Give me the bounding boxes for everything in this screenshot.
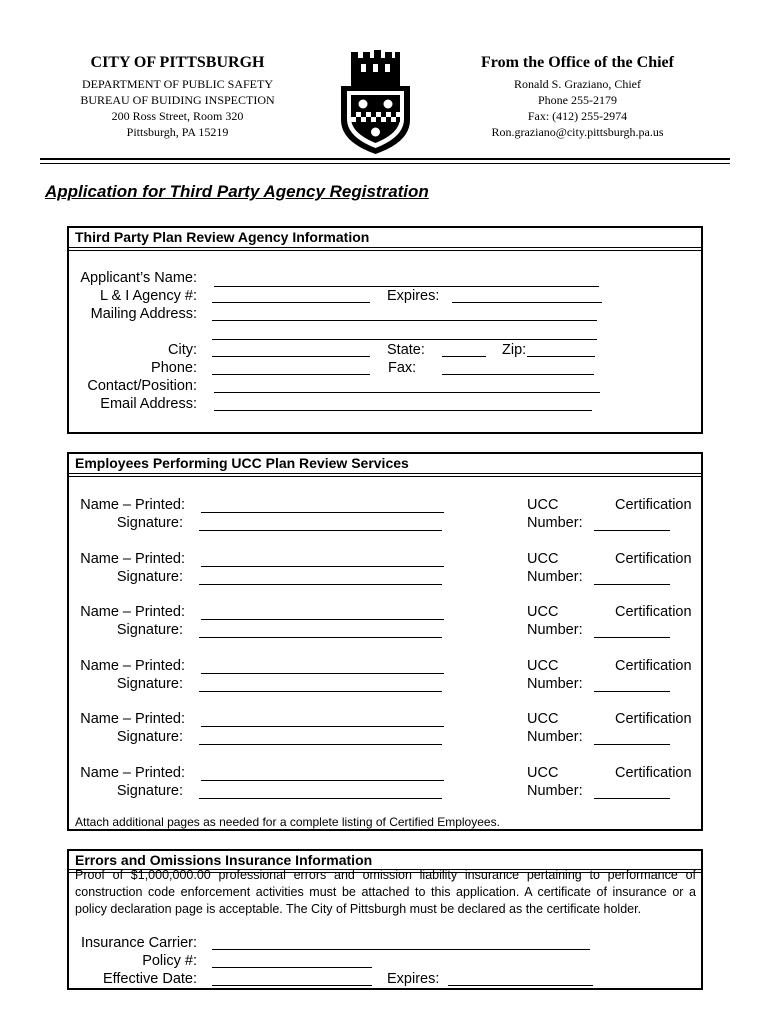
employees-note: Attach additional pages as needed for a complete listing of Certified Employees. xyxy=(75,815,500,829)
certification-number-field[interactable] xyxy=(594,584,670,585)
contact-position-label: Contact/Position: xyxy=(87,378,197,394)
certification-number-field[interactable] xyxy=(594,637,670,638)
employee-name-label: Name – Printed: xyxy=(80,765,185,781)
header-divider-thin xyxy=(40,163,730,164)
certification-label: Certification xyxy=(615,711,692,727)
phone-label: Phone: xyxy=(151,360,197,376)
certification-number-label: Number: xyxy=(527,622,583,638)
certification-number-field[interactable] xyxy=(594,691,670,692)
insurance-expires-label: Expires: xyxy=(387,971,440,987)
certification-label: Certification xyxy=(615,551,692,567)
state-field[interactable] xyxy=(442,356,486,357)
employee-name-field[interactable] xyxy=(201,780,444,781)
email-address-field[interactable] xyxy=(214,410,592,411)
agency-expires-label: Expires: xyxy=(387,288,440,304)
phone-field[interactable] xyxy=(212,374,370,375)
applicant-name-label: Applicant’s Name: xyxy=(80,270,197,286)
employee-name-label: Name – Printed: xyxy=(80,551,185,567)
street-address: 200 Ross Street, Room 320 xyxy=(111,109,244,123)
agency-expires-field[interactable] xyxy=(452,302,602,303)
employee-signature-label: Signature: xyxy=(116,676,183,692)
insurance-carrier-label: Insurance Carrier: xyxy=(80,935,197,951)
bureau: BUREAU OF BUIDING INSPECTION xyxy=(80,93,275,107)
city-seal-icon xyxy=(333,50,418,156)
agency-section-heading: Third Party Plan Review Agency Information xyxy=(69,228,701,248)
policy-number-label: Policy #: xyxy=(142,953,197,969)
letterhead-left xyxy=(60,52,295,140)
employee-signature-label: Signature: xyxy=(116,729,183,745)
certification-number-field[interactable] xyxy=(594,530,670,531)
insurance-requirements-text: Proof of $1,000,000.00 professional errors and omission liability insurance pertaining to performance of construction code enforcement activities must be attached to this application. A certificate of insurance or a policy declaration page is acceptable. The City of Pittsburgh must be declared as the certificate holder. xyxy=(75,868,696,916)
insurance-expires-field[interactable] xyxy=(448,985,593,986)
office-title: From the Office of the Chief xyxy=(481,54,674,71)
city-name: CITY OF PITTSBURGH xyxy=(90,54,265,71)
employee-signature-field[interactable] xyxy=(199,798,442,799)
insurance-carrier-field[interactable] xyxy=(212,949,590,950)
contact-position-field[interactable] xyxy=(214,392,600,393)
agency-number-field[interactable] xyxy=(212,302,370,303)
city-label: City: xyxy=(168,342,197,358)
certification-number-label: Number: xyxy=(527,676,583,692)
ucc-label: UCC xyxy=(527,765,559,781)
letterhead-right xyxy=(460,52,695,140)
employee-signature-field[interactable] xyxy=(199,584,442,585)
department: DEPARTMENT OF PUBLIC SAFETY xyxy=(82,77,273,91)
employee-signature-field[interactable] xyxy=(199,530,442,531)
city-state-zip: Pittsburgh, PA 15219 xyxy=(126,125,229,139)
chief-fax: Fax: (412) 255-2974 xyxy=(527,109,628,123)
certification-number-label: Number: xyxy=(527,729,583,745)
ucc-label: UCC xyxy=(527,604,559,620)
mailing-address-label: Mailing Address: xyxy=(90,306,197,322)
certification-number-field[interactable] xyxy=(594,798,670,799)
chief-phone: Phone 255-2179 xyxy=(538,93,617,107)
employee-name-field[interactable] xyxy=(201,726,444,727)
employee-signature-field[interactable] xyxy=(199,691,442,692)
zip-field[interactable] xyxy=(527,356,595,357)
effective-date-field[interactable] xyxy=(212,985,372,986)
ucc-label: UCC xyxy=(527,551,559,567)
certification-label: Certification xyxy=(615,604,692,620)
ucc-label: UCC xyxy=(527,711,559,727)
mailing-address-field-2[interactable] xyxy=(212,339,597,340)
employee-name-label: Name – Printed: xyxy=(80,711,185,727)
certification-label: Certification xyxy=(615,765,692,781)
employee-name-field[interactable] xyxy=(201,619,444,620)
employee-name-label: Name – Printed: xyxy=(80,604,185,620)
employee-signature-label: Signature: xyxy=(116,515,183,531)
employee-signature-field[interactable] xyxy=(199,744,442,745)
employee-name-label: Name – Printed: xyxy=(80,497,185,513)
employee-name-field[interactable] xyxy=(201,673,444,674)
employee-signature-label: Signature: xyxy=(116,569,183,585)
employees-section-heading: Employees Performing UCC Plan Review Services xyxy=(69,454,701,474)
effective-date-label: Effective Date: xyxy=(102,971,197,987)
mailing-address-field[interactable] xyxy=(212,320,597,321)
employee-signature-label: Signature: xyxy=(116,622,183,638)
email-address-label: Email Address: xyxy=(100,396,197,412)
fax-field[interactable] xyxy=(442,374,594,375)
header-divider xyxy=(40,158,730,160)
certification-number-field[interactable] xyxy=(594,744,670,745)
insurance-section-heading: Errors and Omissions Insurance Information xyxy=(69,851,701,870)
ucc-label: UCC xyxy=(527,658,559,674)
chief-name: Ronald S. Graziano, Chief xyxy=(514,77,641,91)
employee-name-field[interactable] xyxy=(201,566,444,567)
fax-label: Fax: xyxy=(388,360,417,376)
document-title: Application for Third Party Agency Registration xyxy=(45,182,429,201)
chief-email: Ron.graziano@city.pittsburgh.pa.us xyxy=(491,125,664,139)
agency-number-label: L & I Agency #: xyxy=(100,288,197,304)
employee-signature-field[interactable] xyxy=(199,637,442,638)
employee-name-field[interactable] xyxy=(201,512,444,513)
policy-number-field[interactable] xyxy=(212,967,372,968)
certification-number-label: Number: xyxy=(527,569,583,585)
city-field[interactable] xyxy=(212,356,370,357)
zip-label: Zip: xyxy=(502,342,527,358)
employee-signature-label: Signature: xyxy=(116,783,183,799)
certification-label: Certification xyxy=(615,658,692,674)
ucc-label: UCC xyxy=(527,497,559,513)
employee-name-label: Name – Printed: xyxy=(80,658,185,674)
certification-number-label: Number: xyxy=(527,515,583,531)
state-label: State: xyxy=(387,342,425,358)
certification-number-label: Number: xyxy=(527,783,583,799)
certification-label: Certification xyxy=(615,497,692,513)
